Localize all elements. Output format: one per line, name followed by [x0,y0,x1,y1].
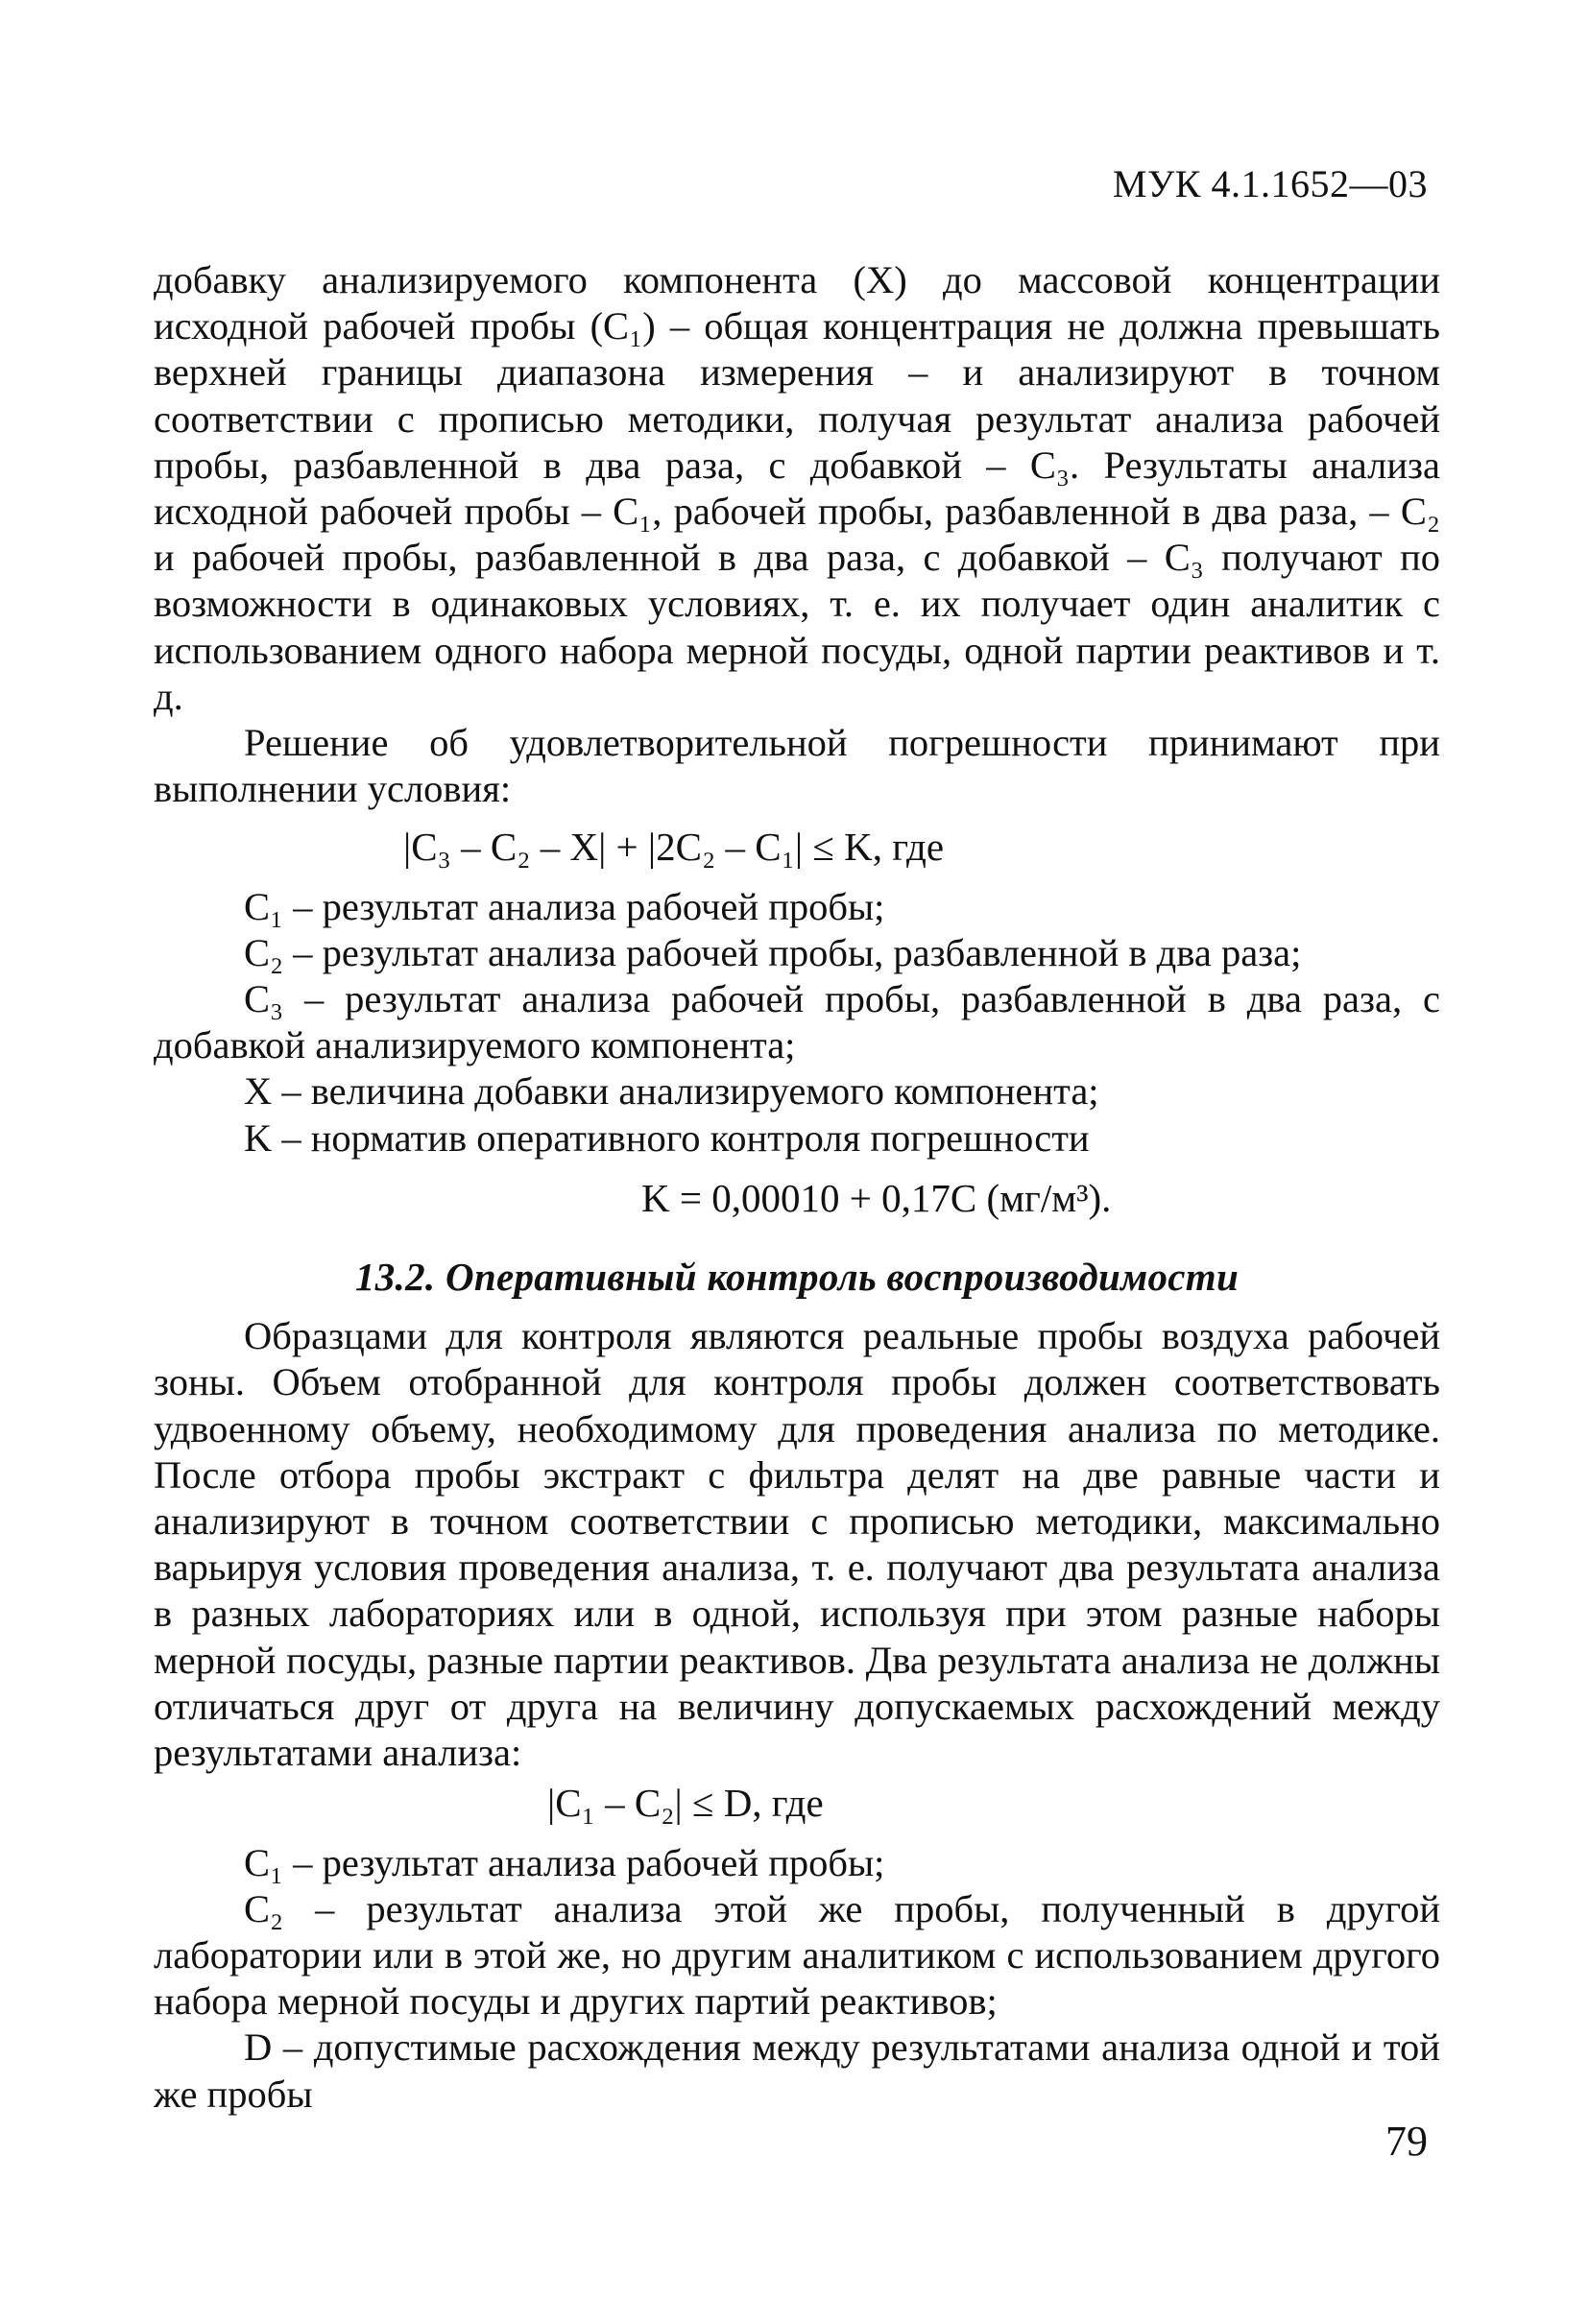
section-heading: 13.2. Оперативный контроль воспроизводимости [354,1255,1240,1300]
document-code-header: МУК 4.1.1652—03 [1112,162,1428,205]
page-body [154,257,1440,2118]
definition-c2: C₂ – результат анализа рабочей пробы, разбавленной в два раза; [244,930,1302,974]
paragraph-3: Образцами для контроля являются реальные пробы воздуха рабочей зоны. Объем отобранной для контроля пробы должен соответствовать удвоенному объему, необходимому для проведения анализа по методике. После отбора пробы экстракт с фильтра делят на две равные части и анализируют в точном соответствии с прописью методики, максимально варьируя условия проведения анализа, т. е. получают два результата анализа в разных лабораториях или в одной, используя при этом разные наборы мерной посуды, разные партии реактивов. Два результата анализа не должны отличаться друг от друга на величину допускаемых расхождений между результатами анализа: [154,1314,1440,1775]
definition-k: K – норматив оперативного контроля погрешности [244,1115,1090,1160]
accuracy-condition-formula: |C₃ – C₂ – X| + |2C₂ – C₁| ≤ K, где [403,825,945,870]
definition-d: D – допустимые расхождения между результатами анализа одной и той же пробы [154,2025,1440,2116]
definition-c2-repro: C₂ – результат анализа этой же пробы, полученный в другой лаборатории или в этой же, но другим аналитиком с использованием другого набора мерной посуды и других партий реактивов; [154,1886,1440,2024]
norm-formula: K = 0,00010 + 0,17C (мг/м³). [641,1175,1112,1220]
paragraph-2: Решение об удовлетворительной погрешности принимают при выполнении условия: [154,721,1440,811]
definition-c1: C₁ – результат анализа рабочей пробы; [244,884,885,928]
paragraph-1: добавку анализируемого компонента (X) до массовой концентрации исходной рабочей пробы (C₁) – общая концентрация не должна превышать верхней границы диапазона измерения – и анализируют в точном соответствии с прописью методики, получая результат анализа рабочей пробы, разбавленной в два раза, с добавкой – C₃. Результаты анализа исходной рабочей пробы – C₁, рабочей пробы, разбавленной в два раза, – C₂ и рабочей пробы, разбавленной в два раза, с добавкой – C₃ получают по возможности в одинаковых условиях, т. е. их получает один аналитик с использованием одного набора мерной посуды, одной партии реактивов и т. д. [154,258,1440,718]
definition-c3: C₃ – результат анализа рабочей пробы, разбавленной в два раза, с добавкой анализируемого компонента; [154,977,1440,1067]
page-number: 79 [1385,2118,1428,2165]
definition-x: X – величина добавки анализируемого компонента; [244,1069,1099,1114]
reproducibility-formula: |C₁ – C₂| ≤ D, где [547,1781,824,1826]
definition-c1-repro: C₁ – результат анализа рабочей пробы; [244,1840,885,1884]
